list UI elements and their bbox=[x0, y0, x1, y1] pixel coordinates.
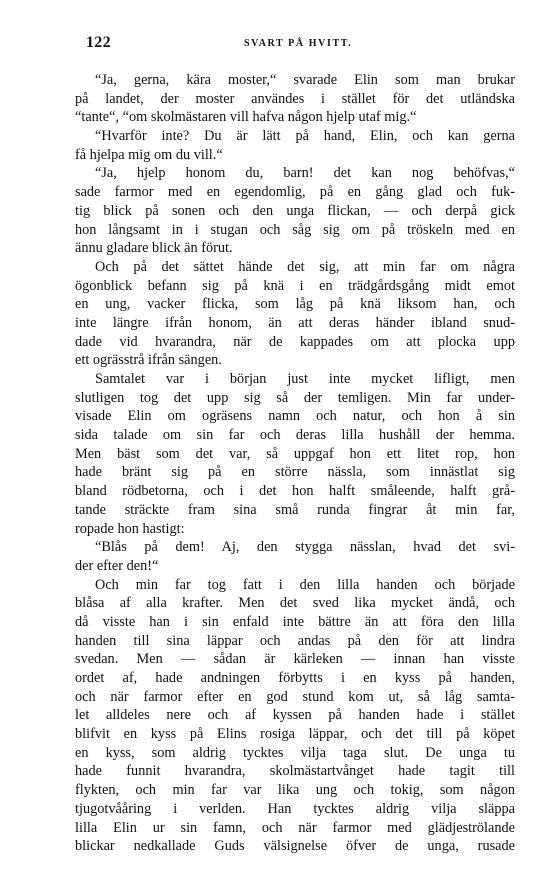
text-line: Och min far tog fatt i den lilla handen och började bbox=[95, 576, 515, 593]
text-line: der efter den!“ bbox=[75, 557, 159, 574]
text-line: flykten, och min far var lika ung och tokig, som någon bbox=[75, 782, 515, 799]
text-line: en kyss, som aldrig tycktes vilja taga slut. De unga tu bbox=[75, 744, 515, 761]
text-line: let alldeles nere och af kyssen på handen hade i stället bbox=[75, 707, 515, 724]
text-line: ett ogrässtrå ifrån sängen. bbox=[75, 352, 222, 369]
text-line: hade bränt sig på en större nässla, som innästlat sig bbox=[75, 464, 515, 481]
text-line: slutligen tog det upp sig så der temligen. Min far under- bbox=[75, 389, 515, 406]
text-line: “Hvarför inte? Du är lätt på hand, Elin, och kan gerna bbox=[95, 128, 515, 145]
text-line: ropade hon hastigt: bbox=[75, 520, 185, 537]
text-line: visade Elin om ogräsens namn och natur, och hon å sin bbox=[75, 408, 515, 425]
text-line: “tante“, “om skolmästaren vill hafva någon hjelp utaf mig.“ bbox=[75, 109, 417, 126]
text-line: hade funnit hvarandra, skolmästartvånget hade tagit till bbox=[75, 763, 515, 780]
text-line: sida talade om sin far och deras lilla hushåll der hemma. bbox=[75, 427, 515, 444]
text-line: på landet, der moster användes i stället för det utländska bbox=[75, 90, 515, 107]
text-line: tig blick på sonen och den unga flickan, — och derpå gick bbox=[75, 202, 515, 219]
text-line: få hjelpa mig om du vill.“ bbox=[75, 146, 223, 163]
text-line: blickar nedkallade Guds välsignelse öfver de unga, rusade bbox=[75, 838, 515, 855]
text-line: ännu gladare blick än förut. bbox=[75, 240, 233, 257]
text-line: handen till sina läppar och andas på den för att lindra bbox=[75, 632, 515, 649]
text-line: tande sträckte fram sina små runda fingrar åt min far, bbox=[75, 501, 515, 518]
text-line: “Blås på dem! Aj, den stygga nässlan, hvad det svi- bbox=[95, 539, 515, 556]
text-line: hon långsamt in i stugan och såg sig om på tröskeln med en bbox=[75, 221, 515, 238]
running-title: SVART PÅ HVITT. bbox=[244, 38, 353, 49]
text-line: bland rödbetorna, och i det hon halft småleende, halft grå- bbox=[75, 483, 515, 500]
text-line: ögonblick befann sig på knä i en trädgårdsgång midt emot bbox=[75, 277, 515, 294]
text-line: Samtalet var i början just inte mycket lifligt, men bbox=[95, 371, 515, 387]
text-line: blåsa af alla krafter. Men det sved lika mycket ändå, och bbox=[75, 595, 515, 612]
text-line: då visste han i sin enfald inte bättre än att föra den lilla bbox=[75, 613, 515, 630]
body-text bbox=[75, 71, 515, 856]
text-line: en ung, vacker flicka, som låg på knä liksom han, och bbox=[75, 296, 515, 313]
text-line: “Ja, hjelp honom du, barn! det kan nog behöfvas,“ bbox=[95, 165, 515, 182]
page-number: 122 bbox=[86, 34, 111, 51]
text-line: blifvit en kyss på Elins rosiga läppar, och det till på köpet bbox=[75, 726, 515, 743]
text-line: “Ja, gerna, kära moster,“ svarade Elin som man brukar bbox=[95, 72, 515, 88]
text-line: lilla Elin ur sin famn, och när farmor med glädjeströlande bbox=[75, 819, 515, 836]
text-line: tjugotvååring i verlden. Han tycktes aldrig vilja släppa bbox=[75, 800, 515, 817]
text-line: dade vid hvarandra, när de kappades om att plocka upp bbox=[75, 333, 515, 350]
text-line: sade farmor med en egendomlig, på en gång glad och fuk- bbox=[75, 184, 515, 201]
text-line: svedan. Men — sådan är kärleken — innan han visste bbox=[75, 651, 515, 668]
text-line: inte längre ifrån honom, än att deras händer ibland snud- bbox=[75, 314, 515, 331]
text-line: Men bäst som det var, så uppgaf hon ett litet rop, hon bbox=[75, 445, 515, 462]
text-line: ordet af, hade andningen förbytts i en kyss på handen, bbox=[75, 670, 515, 686]
text-line: Och på det sättet hände det sig, att min far om några bbox=[95, 258, 515, 275]
page-header bbox=[86, 34, 502, 56]
text-line: och när farmor efter en god stund kom ut, så låg samta- bbox=[75, 688, 515, 705]
